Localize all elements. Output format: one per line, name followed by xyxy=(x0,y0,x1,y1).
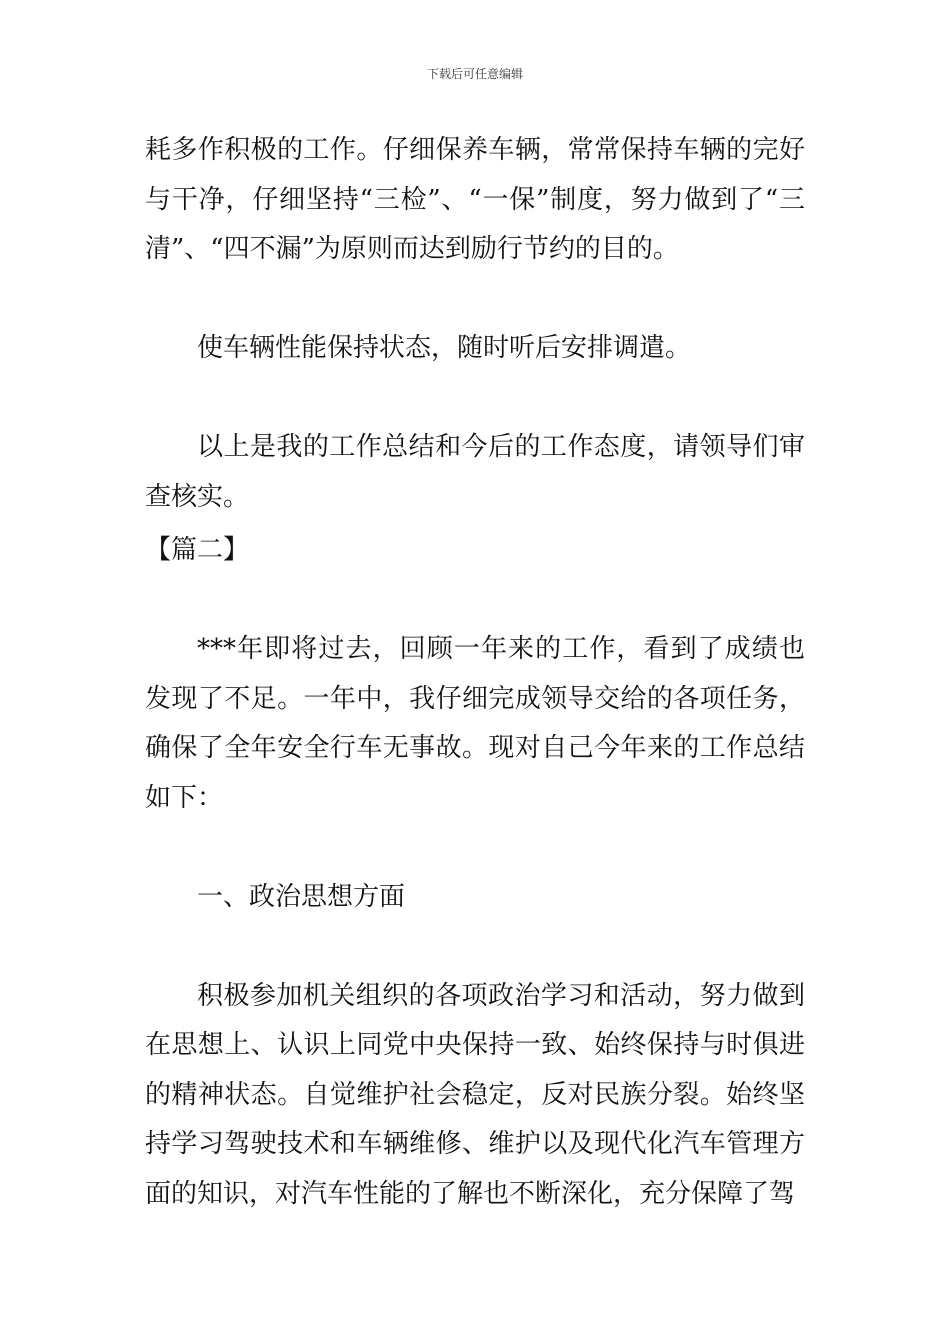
document-body xyxy=(145,126,805,1219)
paragraph-year-review: ***年即将过去，回顾一年来的工作，看到了成绩也发现了不足。一年中，我仔细完成领导交给的各项任务，确保了全年安全行车无事故。现对自己今年来的工作总结如下： xyxy=(145,634,805,813)
paragraph-political-study: 积极参加机关组织的各项政治学习和活动，努力做到在思想上、认识上同党中央保持一致、始终保持与时俱进的精神状态。自觉维护社会稳定，反对民族分裂。始终坚持学习驾驶技术和车辆维修、维护以及现代化汽车管理方面的知识，对汽车性能的了解也不断深化，充分保障了驾 xyxy=(145,980,805,1209)
paragraph-vehicle-readiness: 使车辆性能保持状态，随时听后安排调遣。 xyxy=(197,333,692,363)
section-title: 【篇二】 xyxy=(145,535,250,565)
heading-political-thought: 一、政治思想方面 xyxy=(197,881,406,912)
paragraph-vehicle-maintenance: 耗多作积极的工作。仔细保养车辆，常常保持车辆的完好与干净，仔细坚持“三检”、“一保”制度，努力做到了“三清”、“四不漏”为原则而达到励行节约的目的。 xyxy=(145,135,805,264)
page-header: 下载后可任意编辑 xyxy=(426,67,523,81)
paragraph-summary-closing: 以上是我的工作总结和今后的工作态度，请领导们审查核实。 xyxy=(145,432,805,512)
